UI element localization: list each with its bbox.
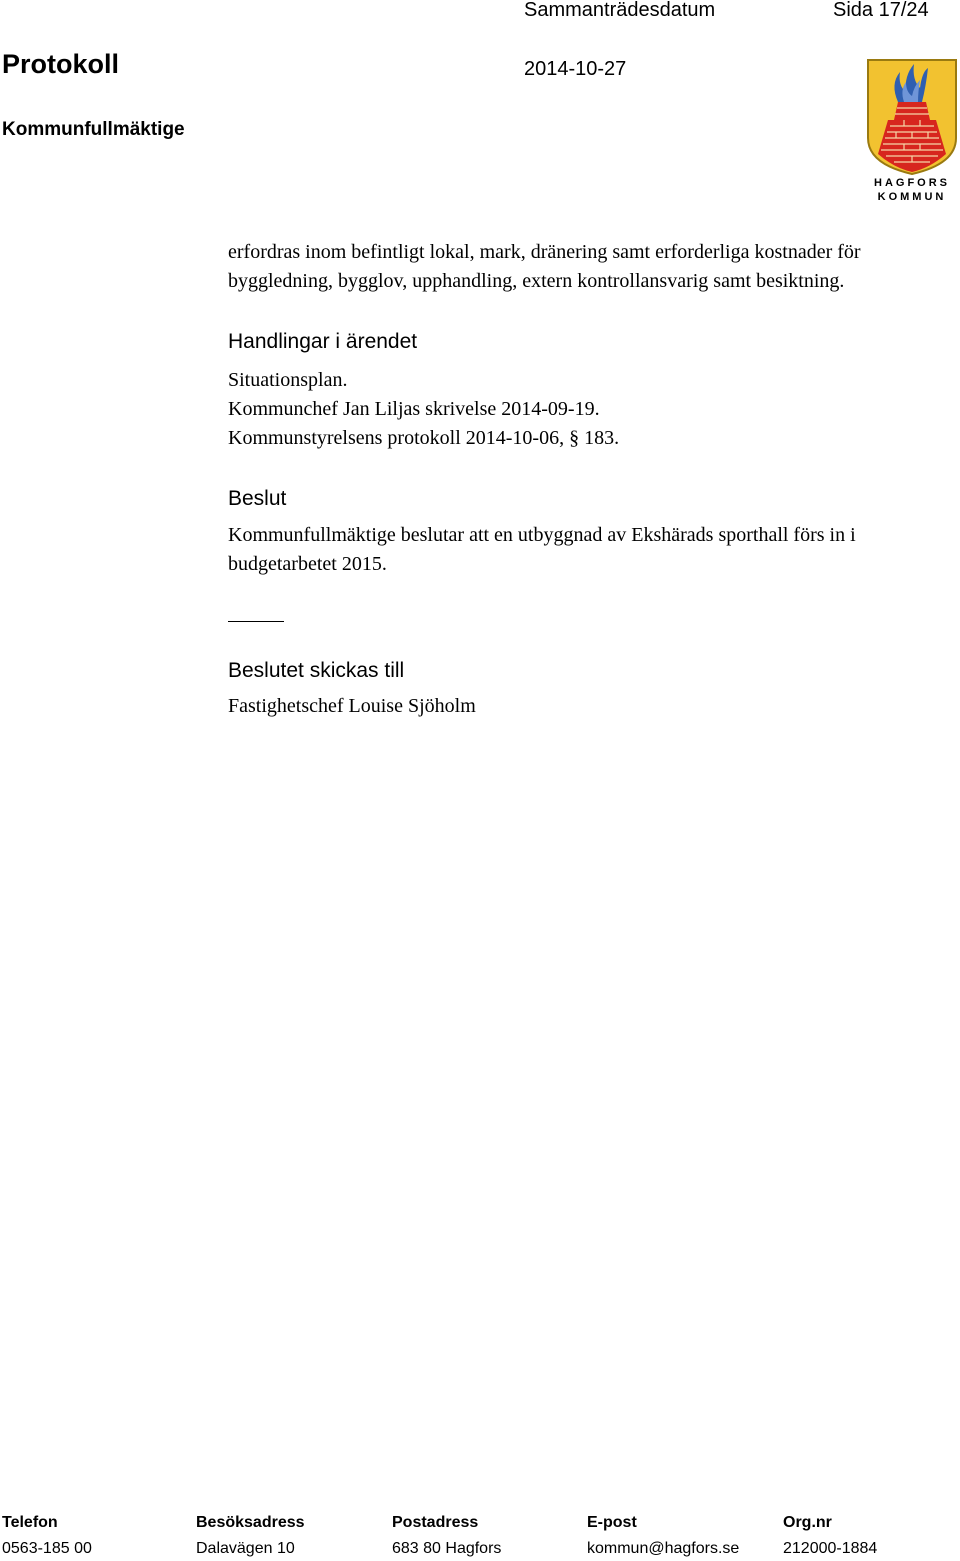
body-name: Kommunfullmäktige <box>2 119 185 140</box>
hagfors-crest-icon <box>864 58 960 204</box>
intro-paragraph <box>228 238 928 296</box>
recipients-list <box>228 692 928 721</box>
beslut-line: budgetarbetet 2015. <box>228 553 387 575</box>
logo-text-kommun: KOMMUN <box>877 191 947 203</box>
list-item: Situationsplan. <box>228 369 348 391</box>
footer-value-epost: kommun@hagfors.se <box>587 1540 740 1557</box>
footer-value-telefon: 0563-185 00 <box>2 1540 92 1557</box>
meeting-date: 2014-10-27 <box>524 58 627 80</box>
document-title: Protokoll <box>2 49 120 79</box>
beslut-heading: Beslut <box>228 487 287 510</box>
intro-line: byggledning, bygglov, upphandling, extern kontrollansvarig samt besiktning. <box>228 270 845 292</box>
list-item: Kommunchef Jan Liljas skrivelse 2014-09-19. <box>228 398 600 420</box>
footer-label-orgnr: Org.nr <box>783 1514 832 1531</box>
logo-text-hagfors: HAGFORS <box>874 177 950 189</box>
recipients-heading: Beslutet skickas till <box>228 659 405 682</box>
page-number: Sida 17/24 <box>833 0 929 21</box>
meeting-date-label: Sammanträdesdatum <box>524 0 716 21</box>
handlingar-list <box>228 366 928 453</box>
hagfors-kommun-logo <box>864 58 960 204</box>
footer-label-telefon: Telefon <box>2 1514 58 1531</box>
list-item: Fastighetschef Louise Sjöholm <box>228 695 476 717</box>
footer-label-postadress: Postadress <box>392 1514 479 1531</box>
footer-value-besoksadress: Dalavägen 10 <box>196 1540 295 1557</box>
intro-line: erfordras inom befintligt lokal, mark, dränering samt erforderliga kostnader för <box>228 241 861 263</box>
beslut-paragraph <box>228 521 928 579</box>
footer-label-besoksadress: Besöksadress <box>196 1514 305 1531</box>
separator-line <box>228 621 284 622</box>
footer-label-epost: E-post <box>587 1514 637 1531</box>
footer-value-postadress: 683 80 Hagfors <box>392 1540 502 1557</box>
handlingar-heading: Handlingar i ärendet <box>228 330 418 353</box>
list-item: Kommunstyrelsens protokoll 2014-10-06, § 183. <box>228 427 620 449</box>
beslut-line: Kommunfullmäktige beslutar att en utbyggnad av Ekshärads sporthall förs in i <box>228 524 856 546</box>
footer-value-orgnr: 212000-1884 <box>783 1540 878 1557</box>
